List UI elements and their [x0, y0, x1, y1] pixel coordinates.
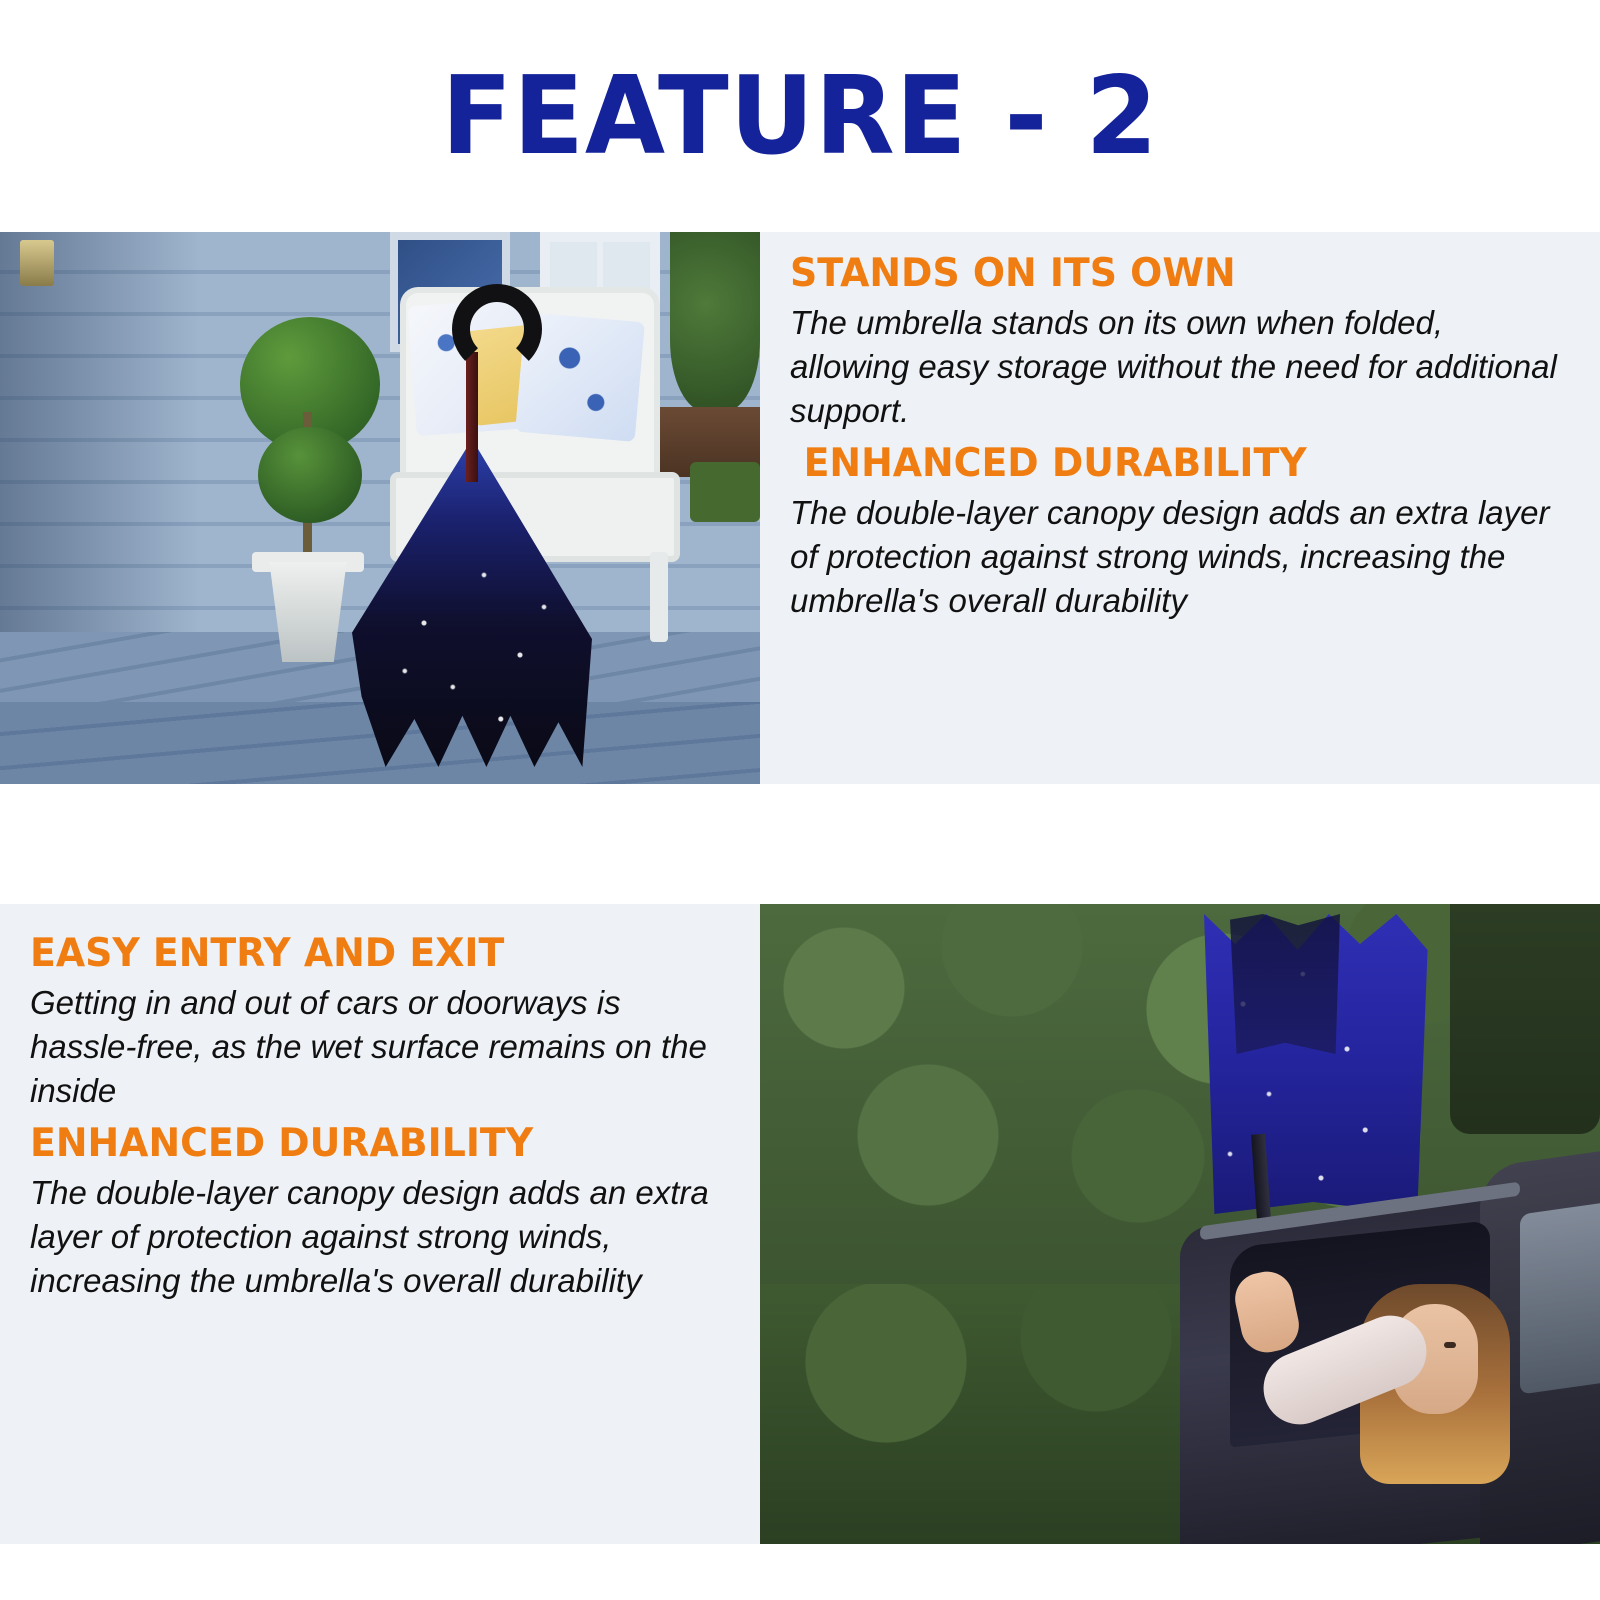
- garden-bush: [670, 232, 760, 412]
- wall-shadow: [0, 232, 200, 632]
- body-easy-entry-and-exit: Getting in and out of cars or doorways is hassle-free, as the wet surface remains on the inside: [30, 983, 707, 1109]
- porch-lamp-icon: [20, 240, 54, 286]
- feature-block-1-text: [760, 232, 1600, 784]
- body-enhanced-durability-1: The double-layer canopy design adds an extra layer of protection against strong winds, increasing the umbrella's overall durability: [790, 494, 1550, 620]
- topiary-bottom: [258, 427, 362, 523]
- umbrella-shaft: [466, 352, 478, 482]
- feature-block-2: [0, 904, 1600, 1544]
- feature-block-1: [0, 232, 1600, 784]
- porch-umbrella-photo: [0, 232, 760, 784]
- page-title-bar: [0, 54, 1600, 179]
- body-stands-on-its-own: The umbrella stands on its own when folded, allowing easy storage without the need for additional support.: [790, 303, 1557, 429]
- page-title: FEATURE - 2: [441, 54, 1159, 179]
- feature-block-2-text: [0, 904, 760, 1544]
- umbrella-inner-fold: [1230, 914, 1340, 1054]
- umbrella-c-handle: [452, 284, 542, 374]
- heading-easy-entry-and-exit: EASY ENTRY AND EXIT: [30, 931, 505, 976]
- car-rear-window: [1520, 1193, 1600, 1394]
- tree-foliage: [1450, 904, 1600, 1134]
- heading-enhanced-durability-2: ENHANCED DURABILITY: [30, 1121, 534, 1167]
- heading-enhanced-durability-1: ENHANCED DURABILITY: [803, 441, 1307, 487]
- woman-eye-right: [1444, 1342, 1456, 1348]
- heading-stands-on-its-own: STANDS ON ITS OWN: [790, 251, 1236, 296]
- garden-grass: [690, 462, 760, 522]
- car-umbrella-photo: [760, 904, 1600, 1544]
- sofa-leg-right: [650, 552, 668, 642]
- body-enhanced-durability-2: The double-layer canopy design adds an extra layer of protection against strong winds, increasing the umbrella's overall durability: [30, 1174, 709, 1300]
